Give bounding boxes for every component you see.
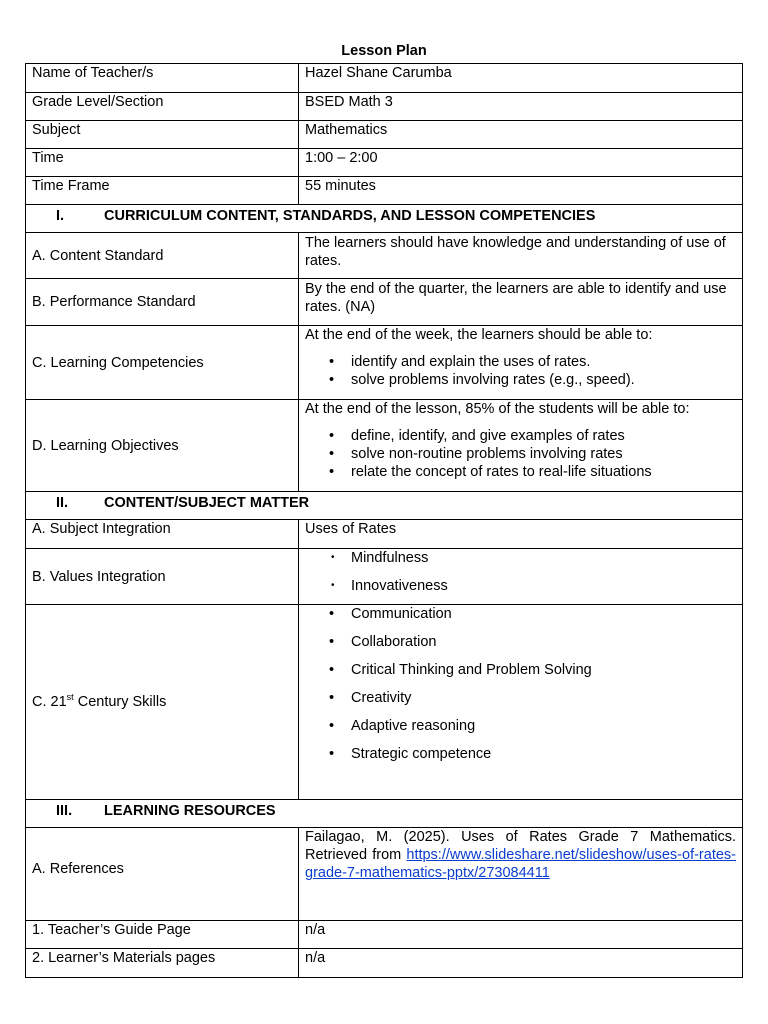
values-integration-label: B. Values Integration xyxy=(26,549,299,605)
learning-objectives-intro: At the end of the lesson, 85% of the students will be able to: xyxy=(305,401,690,417)
values-integration-cell xyxy=(299,549,743,605)
learning-competencies-list xyxy=(305,353,736,389)
section-3-title: LEARNING RESOURCES xyxy=(104,803,276,819)
section-header-row xyxy=(26,492,743,520)
time-value: 1:00 – 2:00 xyxy=(299,149,743,177)
table-row xyxy=(26,326,743,400)
teacher-label: Name of Teacher/s xyxy=(26,64,299,93)
time-frame-label: Time Frame xyxy=(26,177,299,205)
list-item: • solve problems involving rates (e.g., speed). xyxy=(351,371,736,389)
values-integration-list xyxy=(305,549,736,595)
learning-objectives-cell xyxy=(299,400,743,492)
list-item: • Collaboration xyxy=(351,633,736,651)
subject-integration-label: A. Subject Integration xyxy=(26,520,299,549)
lesson-plan-table xyxy=(25,63,743,978)
teachers-guide-value: n/a xyxy=(299,921,743,949)
document-title: Lesson Plan xyxy=(341,43,427,59)
learning-objectives-list xyxy=(305,427,736,481)
table-row xyxy=(26,520,743,549)
teacher-value: Hazel Shane Carumba xyxy=(299,64,743,93)
section-1-header xyxy=(26,205,743,233)
century-skills-cell xyxy=(299,605,743,800)
learning-competencies-intro: At the end of the week, the learners should be able to: xyxy=(305,327,653,343)
learners-materials-label: 2. Learner’s Materials pages xyxy=(26,949,299,978)
list-item: • relate the concept of rates to real-life situations xyxy=(351,463,736,481)
section-header-row xyxy=(26,800,743,828)
list-item: • Innovativeness xyxy=(351,577,736,595)
table-row xyxy=(26,279,743,326)
learning-competencies-cell xyxy=(299,326,743,400)
section-2-title: CONTENT/SUBJECT MATTER xyxy=(104,495,310,511)
subject-label: Subject xyxy=(26,121,299,149)
references-label: A. References xyxy=(26,828,299,921)
list-item: • Strategic competence xyxy=(351,745,736,763)
list-item: • define, identify, and give examples of rates xyxy=(351,427,736,445)
table-row xyxy=(26,64,743,93)
table-row xyxy=(26,400,743,492)
time-label: Time xyxy=(26,149,299,177)
references-text: Failagao, M. (2025). Uses of Rates Grade 7 Mathematics. Retrieved from xyxy=(305,829,736,863)
section-2-header xyxy=(26,492,743,520)
section-1-title: CURRICULUM CONTENT, STANDARDS, AND LESSON COMPETENCIES xyxy=(104,208,596,224)
list-item: • Creativity xyxy=(351,689,736,707)
table-row xyxy=(26,177,743,205)
century-skills-list xyxy=(305,605,736,763)
references-link[interactable]: https://www.slideshare.net/slideshow/uses-of-rates-grade-7-mathematics-pptx/273084411 xyxy=(305,847,736,881)
century-skills-label-sup: st xyxy=(66,692,74,703)
content-standard-value: The learners should have knowledge and understanding of use of rates. xyxy=(299,233,743,279)
subject-integration-value: Uses of Rates xyxy=(299,520,743,549)
list-item: • Mindfulness xyxy=(351,549,736,567)
section-1-number: I. xyxy=(56,208,65,224)
century-skills-label-cell xyxy=(26,605,299,800)
learners-materials-value: n/a xyxy=(299,949,743,978)
learning-competencies-label: C. Learning Competencies xyxy=(26,326,299,400)
list-item: • identify and explain the uses of rates. xyxy=(351,353,736,371)
content-standard-label: A. Content Standard xyxy=(26,233,299,279)
table-row xyxy=(26,121,743,149)
subject-value: Mathematics xyxy=(299,121,743,149)
table-row xyxy=(26,828,743,921)
table-row xyxy=(26,605,743,800)
list-item: • Communication xyxy=(351,605,736,623)
section-2-number: II. xyxy=(56,495,69,511)
list-item: • Critical Thinking and Problem Solving xyxy=(351,661,736,679)
list-item: • solve non-routine problems involving rates xyxy=(351,445,736,463)
grade-level-label: Grade Level/Section xyxy=(26,93,299,121)
performance-standard-value: By the end of the quarter, the learners are able to identify and use rates. (NA) xyxy=(299,279,743,326)
grade-level-value: BSED Math 3 xyxy=(299,93,743,121)
time-frame-value: 55 minutes xyxy=(299,177,743,205)
references-cell xyxy=(299,828,743,921)
section-3-header xyxy=(26,800,743,828)
section-3-number: III. xyxy=(56,803,73,819)
table-row xyxy=(26,949,743,978)
table-row xyxy=(26,549,743,605)
century-skills-label: C. 21 xyxy=(32,694,67,710)
performance-standard-label: B. Performance Standard xyxy=(26,279,299,326)
section-header-row xyxy=(26,205,743,233)
list-item: • Adaptive reasoning xyxy=(351,717,736,735)
table-row xyxy=(26,921,743,949)
table-row xyxy=(26,93,743,121)
century-skills-label-rest: Century Skills xyxy=(73,694,167,710)
teachers-guide-label: 1. Teacher’s Guide Page xyxy=(26,921,299,949)
learning-objectives-label: D. Learning Objectives xyxy=(26,400,299,492)
table-row xyxy=(26,233,743,279)
table-row xyxy=(26,149,743,177)
